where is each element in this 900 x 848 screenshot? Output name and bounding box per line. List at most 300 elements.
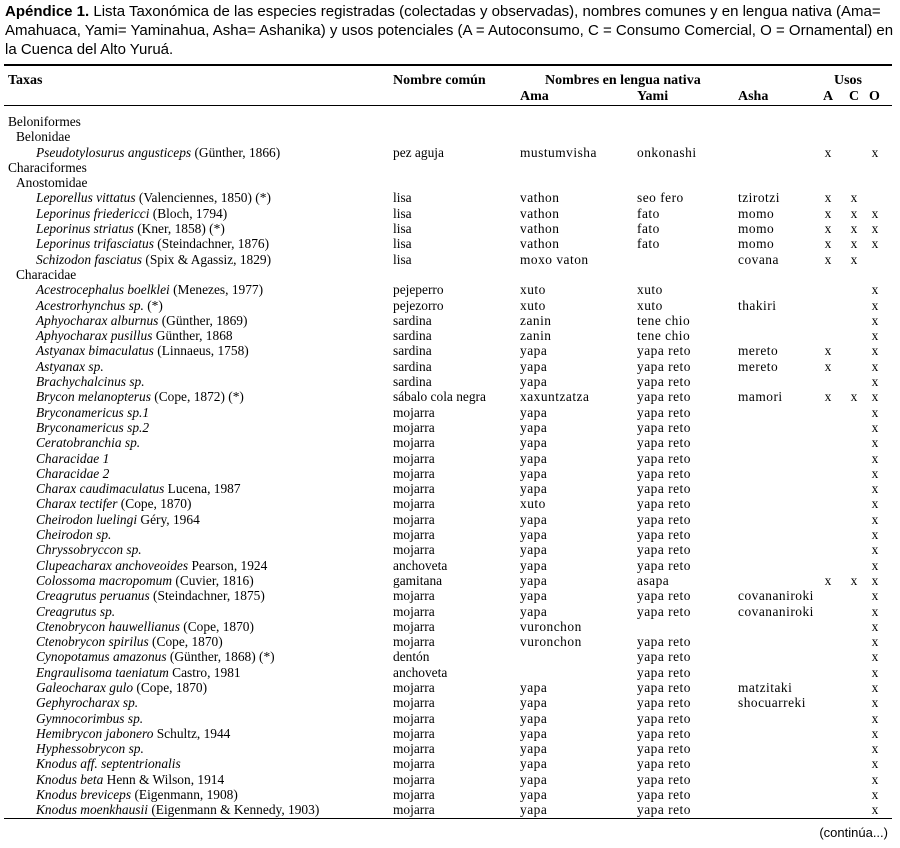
group-name: Belonidae — [16, 129, 71, 145]
use-o-cell: x — [871, 664, 879, 680]
yami-name-cell: yapa reto — [637, 374, 691, 390]
common-name-cell: mojarra — [393, 695, 435, 711]
species-authority: (Cope, 1870) — [179, 618, 254, 634]
asha-name-cell: momo — [738, 236, 775, 252]
species-name: Bryconamericus sp.2 — [36, 419, 150, 435]
use-o-cell: x — [871, 511, 879, 527]
table-row — [0, 772, 900, 787]
table-row — [0, 680, 900, 695]
species-authority: Castro, 1981 — [168, 664, 241, 680]
species-name: Knodus breviceps — [36, 787, 132, 803]
ama-name-cell: vathon — [520, 221, 560, 237]
taxon-cell — [36, 451, 109, 466]
use-o-cell: x — [871, 572, 879, 588]
use-o-cell: x — [871, 450, 879, 466]
species-name: Hemibrycon jabonero — [36, 725, 154, 741]
taxon-cell — [36, 756, 181, 771]
yami-name-cell: yapa reto — [637, 634, 691, 650]
taxon-cell — [36, 282, 263, 297]
asha-name-cell: covana — [738, 251, 779, 267]
continues-note: (continúa...) — [819, 825, 888, 840]
yami-name-cell: yapa reto — [637, 603, 691, 619]
use-o-cell: x — [871, 435, 879, 451]
common-name-cell: mojarra — [393, 542, 435, 558]
species-authority: Géry, 1964 — [137, 511, 200, 527]
taxon-cell — [36, 343, 249, 358]
yami-name-cell: yapa reto — [637, 802, 691, 818]
ama-name-cell: yapa — [520, 557, 548, 573]
use-o-cell: x — [871, 144, 879, 160]
use-a-cell: x — [824, 236, 832, 252]
use-o-cell: x — [871, 695, 879, 711]
common-name-cell: mojarra — [393, 725, 435, 741]
species-name: Cheirodon luelingi — [36, 511, 138, 527]
yami-name-cell: tene chio — [637, 328, 691, 344]
taxon-group-row — [0, 114, 900, 129]
species-name: Pseudotylosurus angusticeps — [36, 144, 192, 160]
asha-name-cell: mereto — [738, 343, 779, 359]
species-authority: (Günther, 1868) (*) — [166, 649, 275, 665]
table-row — [0, 252, 900, 267]
species-authority: (Cuvier, 1816) — [172, 572, 254, 588]
ama-name-cell: yapa — [520, 588, 548, 604]
common-name-cell: gamitana — [393, 572, 443, 588]
ama-name-cell: xuto — [520, 282, 546, 298]
use-o-cell: x — [871, 771, 879, 787]
top-rule — [4, 64, 892, 66]
species-authority: (Steindachner, 1875) — [149, 588, 265, 604]
species-name: Galeocharax gulo — [36, 679, 134, 695]
common-name-cell: mojarra — [393, 588, 435, 604]
species-name: Bryconamericus sp.1 — [36, 404, 150, 420]
header-common-name: Nombre común — [393, 73, 486, 88]
species-authority: Pearson, 1924 — [188, 557, 268, 573]
ama-name-cell: vathon — [520, 205, 560, 221]
taxon-cell — [36, 711, 143, 726]
asha-name-cell: shocuarreki — [738, 695, 806, 711]
common-name-cell: pejezorro — [393, 297, 444, 313]
ama-name-cell: vathon — [520, 190, 560, 206]
taxon-cell — [36, 604, 115, 619]
taxon-cell — [36, 726, 230, 741]
use-c-cell: x — [850, 389, 858, 405]
table-row — [0, 665, 900, 680]
yami-name-cell: yapa reto — [637, 435, 691, 451]
ama-name-cell: zanin — [520, 328, 552, 344]
table-row — [0, 558, 900, 573]
ama-name-cell: moxo vaton — [520, 251, 589, 267]
species-name: Knodus moenkhausii — [36, 802, 148, 818]
table-row — [0, 221, 900, 236]
common-name-cell: pez aguja — [393, 144, 444, 160]
table-row — [0, 726, 900, 741]
taxon-cell — [36, 741, 144, 756]
species-name: Acestrorhynchus sp. — [36, 297, 144, 313]
taxon-cell — [36, 665, 241, 680]
common-name-cell: sardina — [393, 312, 432, 328]
species-name: Leporinus trifasciatus — [36, 236, 154, 252]
taxon-cell — [36, 190, 271, 205]
asha-name-cell: momo — [738, 205, 775, 221]
yami-name-cell: yapa reto — [637, 741, 691, 757]
use-o-cell: x — [871, 756, 879, 772]
yami-name-cell: onkonashi — [637, 144, 697, 160]
ama-name-cell: yapa — [520, 481, 548, 497]
taxon-cell — [16, 267, 76, 282]
table-row — [0, 649, 900, 664]
common-name-cell: lisa — [393, 205, 412, 221]
table-row — [0, 190, 900, 205]
common-name-cell: anchoveta — [393, 557, 448, 573]
species-name: Knodus aff. septentrionalis — [36, 756, 181, 772]
table-row — [0, 695, 900, 710]
common-name-cell: mojarra — [393, 435, 435, 451]
table-row — [0, 359, 900, 374]
table-row — [0, 588, 900, 603]
use-a-cell: x — [824, 205, 832, 221]
ama-name-cell: zanin — [520, 312, 552, 328]
yami-name-cell: yapa reto — [637, 527, 691, 543]
yami-name-cell: yapa reto — [637, 695, 691, 711]
taxon-cell — [36, 313, 247, 328]
common-name-cell: sardina — [393, 328, 432, 344]
table-row — [0, 604, 900, 619]
common-name-cell: lisa — [393, 251, 412, 267]
use-o-cell: x — [871, 419, 879, 435]
use-c-cell: x — [850, 251, 858, 267]
use-o-cell: x — [871, 205, 879, 221]
species-name: Acestrocephalus boelklei — [36, 282, 170, 298]
yami-name-cell: xuto — [637, 282, 663, 298]
table-row — [0, 405, 900, 420]
table-caption — [5, 2, 897, 59]
yami-name-cell: yapa reto — [637, 481, 691, 497]
ama-name-cell: xaxuntzatza — [520, 389, 590, 405]
header-usos: Usos — [834, 73, 863, 88]
table-body — [0, 114, 900, 818]
yami-name-cell: yapa reto — [637, 542, 691, 558]
use-o-cell: x — [871, 802, 879, 818]
taxon-cell — [36, 298, 163, 313]
ama-name-cell: yapa — [520, 358, 548, 374]
common-name-cell: sardina — [393, 343, 432, 359]
common-name-cell: lisa — [393, 190, 412, 206]
species-name: Schizodon fasciatus — [36, 251, 143, 267]
taxon-group-row — [0, 160, 900, 175]
ama-name-cell: yapa — [520, 435, 548, 451]
yami-name-cell: asapa — [637, 572, 670, 588]
use-o-cell: x — [871, 297, 879, 313]
common-name-cell: mojarra — [393, 802, 435, 818]
taxon-cell — [36, 481, 241, 496]
common-name-cell: mojarra — [393, 679, 435, 695]
common-name-cell: mojarra — [393, 771, 435, 787]
taxon-cell — [36, 512, 200, 527]
ama-name-cell: vuronchon — [520, 618, 582, 634]
common-name-cell: dentón — [393, 649, 430, 665]
species-name: Leporellus vittatus — [36, 190, 136, 206]
ama-name-cell: yapa — [520, 787, 548, 803]
common-name-cell: sardina — [393, 374, 432, 390]
caption-text: Lista Taxonómica de las especies registradas (colectadas y observadas), nombres comunes y en lengua nativa (Ama= Amahuaca, Yami= Yaminahua, Asha= Ashanika) y usos potenciales (A = Autoconsumo, C = Consumo Comercial, O = Ornamental) en la Cuenca del Alto Yuruá. — [5, 3, 894, 58]
species-name: Gymnocorimbus sp. — [36, 710, 144, 726]
yami-name-cell: yapa reto — [637, 404, 691, 420]
header-asha: Asha — [738, 89, 769, 104]
taxon-cell — [36, 573, 254, 588]
ama-name-cell: yapa — [520, 527, 548, 543]
taxon-cell — [36, 619, 254, 634]
use-o-cell: x — [871, 496, 879, 512]
common-name-cell: mojarra — [393, 787, 435, 803]
taxon-cell — [36, 236, 269, 251]
use-o-cell: x — [871, 358, 879, 374]
common-name-cell: mojarra — [393, 634, 435, 650]
yami-name-cell: yapa reto — [637, 588, 691, 604]
table-row — [0, 527, 900, 542]
taxon-cell — [8, 114, 81, 129]
use-o-cell: x — [871, 710, 879, 726]
taxon-cell — [16, 129, 70, 144]
species-name: Ceratobranchia sp. — [36, 435, 141, 451]
species-authority: (Menezes, 1977) — [169, 282, 264, 298]
yami-name-cell: yapa reto — [637, 496, 691, 512]
ama-name-cell: vathon — [520, 236, 560, 252]
use-o-cell: x — [871, 328, 879, 344]
yami-name-cell: yapa reto — [637, 787, 691, 803]
species-authority: (Cope, 1870) — [148, 634, 223, 650]
taxon-cell — [36, 206, 227, 221]
ama-name-cell: yapa — [520, 679, 548, 695]
yami-name-cell: tene chio — [637, 312, 691, 328]
asha-name-cell: tzirotzi — [738, 190, 780, 206]
species-authority: (Valenciennes, 1850) (*) — [135, 190, 271, 206]
taxon-cell — [36, 496, 191, 511]
use-a-cell: x — [824, 144, 832, 160]
use-o-cell: x — [871, 481, 879, 497]
use-o-cell: x — [871, 787, 879, 803]
asha-name-cell: mamori — [738, 389, 783, 405]
species-name: Knodus beta — [36, 771, 104, 787]
species-name: Hyphessobrycon sp. — [36, 741, 144, 757]
table-row — [0, 451, 900, 466]
ama-name-cell: yapa — [520, 695, 548, 711]
common-name-cell: mojarra — [393, 511, 435, 527]
table-row — [0, 145, 900, 160]
yami-name-cell: yapa reto — [637, 771, 691, 787]
use-o-cell: x — [871, 741, 879, 757]
use-o-cell: x — [871, 557, 879, 573]
table-row — [0, 542, 900, 557]
use-o-cell: x — [871, 343, 879, 359]
common-name-cell: mojarra — [393, 450, 435, 466]
taxon-cell — [36, 435, 140, 450]
bottom-rule — [4, 818, 892, 819]
yami-name-cell: fato — [637, 221, 660, 237]
ama-name-cell: yapa — [520, 511, 548, 527]
yami-name-cell: yapa reto — [637, 649, 691, 665]
table-row — [0, 435, 900, 450]
use-a-cell: x — [824, 343, 832, 359]
ama-name-cell: yapa — [520, 343, 548, 359]
species-name: Clupeacharax anchoveoides — [36, 557, 189, 573]
use-o-cell: x — [871, 588, 879, 604]
species-name: Chryssobryccon sp. — [36, 542, 142, 558]
table-row — [0, 206, 900, 221]
common-name-cell: mojarra — [393, 496, 435, 512]
species-name: Brachychalcinus sp. — [36, 374, 145, 390]
taxon-cell — [36, 405, 149, 420]
common-name-cell: mojarra — [393, 756, 435, 772]
taxon-cell — [36, 145, 280, 160]
yami-name-cell: yapa reto — [637, 419, 691, 435]
taxon-cell — [36, 787, 238, 802]
species-name: Aphyocharax alburnus — [36, 312, 159, 328]
use-o-cell: x — [871, 312, 879, 328]
taxon-cell — [36, 328, 233, 343]
species-name: Brycon melanopterus — [36, 389, 151, 405]
use-a-cell: x — [824, 190, 832, 206]
species-name: Leporinus striatus — [36, 221, 134, 237]
species-authority: (Cope, 1870) — [117, 496, 192, 512]
yami-name-cell: yapa reto — [637, 756, 691, 772]
table-row — [0, 420, 900, 435]
species-authority: (Bloch, 1794) — [149, 205, 228, 221]
table-row — [0, 236, 900, 251]
use-o-cell: x — [871, 679, 879, 695]
use-c-cell: x — [850, 236, 858, 252]
use-c-cell: x — [850, 205, 858, 221]
group-name: Anostomidae — [16, 175, 88, 191]
taxon-cell — [36, 558, 267, 573]
yami-name-cell: xuto — [637, 297, 663, 313]
header-use-c: C — [849, 89, 860, 104]
ama-name-cell: yapa — [520, 725, 548, 741]
species-authority: (Cope, 1870) — [133, 679, 208, 695]
species-authority: (Eigenmann & Kennedy, 1903) — [147, 802, 320, 818]
taxon-cell — [16, 175, 87, 190]
ama-name-cell: mustumvisha — [520, 144, 597, 160]
asha-name-cell: momo — [738, 221, 775, 237]
use-o-cell: x — [871, 527, 879, 543]
ama-name-cell: yapa — [520, 374, 548, 390]
taxon-cell — [36, 802, 319, 817]
table-row — [0, 282, 900, 297]
table-row — [0, 711, 900, 726]
species-name: Characidae 1 — [36, 450, 110, 466]
species-name: Astyanax bimaculatus — [36, 343, 154, 359]
yami-name-cell: yapa reto — [637, 725, 691, 741]
use-a-cell: x — [824, 389, 832, 405]
taxon-cell — [36, 420, 149, 435]
common-name-cell: mojarra — [393, 710, 435, 726]
species-name: Cheirodon sp. — [36, 527, 112, 543]
yami-name-cell: yapa reto — [637, 710, 691, 726]
group-name: Beloniformes — [8, 114, 81, 129]
header-ama: Ama — [520, 89, 549, 104]
use-o-cell: x — [871, 374, 879, 390]
ama-name-cell: yapa — [520, 465, 548, 481]
table-row — [0, 374, 900, 389]
yami-name-cell: yapa reto — [637, 679, 691, 695]
table-row — [0, 496, 900, 511]
common-name-cell: mojarra — [393, 465, 435, 481]
ama-name-cell: yapa — [520, 710, 548, 726]
table-row — [0, 343, 900, 358]
common-name-cell: mojarra — [393, 404, 435, 420]
common-name-cell: mojarra — [393, 741, 435, 757]
table-row — [0, 481, 900, 496]
table-row — [0, 389, 900, 404]
caption-label: Apéndice 1. — [5, 3, 90, 20]
ama-name-cell: yapa — [520, 419, 548, 435]
use-o-cell: x — [871, 389, 879, 405]
species-name: Creagrutus sp. — [36, 603, 116, 619]
ama-name-cell: yapa — [520, 771, 548, 787]
ama-name-cell: yapa — [520, 603, 548, 619]
taxon-cell — [36, 252, 271, 267]
taxon-cell — [36, 359, 104, 374]
yami-name-cell: seo fero — [637, 190, 684, 206]
taxon-group-row — [0, 129, 900, 144]
species-authority: Henn & Wilson, 1914 — [103, 771, 225, 787]
taxon-cell — [36, 389, 244, 404]
taxon-cell — [36, 634, 223, 649]
species-authority: (Linnaeus, 1758) — [153, 343, 249, 359]
common-name-cell: pejeperro — [393, 282, 444, 298]
common-name-cell: sardina — [393, 358, 432, 374]
use-c-cell: x — [850, 572, 858, 588]
group-name: Characiformes — [8, 159, 87, 175]
yami-name-cell: yapa reto — [637, 450, 691, 466]
ama-name-cell: yapa — [520, 450, 548, 466]
use-o-cell: x — [871, 282, 879, 298]
taxon-cell — [36, 527, 111, 542]
table-row — [0, 741, 900, 756]
species-name: Leporinus friedericci — [36, 205, 150, 221]
use-c-cell: x — [850, 190, 858, 206]
use-o-cell: x — [871, 542, 879, 558]
taxon-cell — [36, 374, 145, 389]
species-name: Charax caudimaculatus — [36, 481, 165, 497]
yami-name-cell: fato — [637, 205, 660, 221]
asha-name-cell: thakiri — [738, 297, 777, 313]
common-name-cell: mojarra — [393, 618, 435, 634]
species-name: Cynopotamus amazonus — [36, 649, 167, 665]
asha-name-cell: mereto — [738, 358, 779, 374]
species-name: Colossoma macropomum — [36, 572, 173, 588]
taxon-group-row — [0, 267, 900, 282]
taxon-cell — [36, 466, 109, 481]
species-name: Astyanax sp. — [36, 358, 104, 374]
header-yami: Yami — [637, 89, 669, 104]
table-row — [0, 573, 900, 588]
yami-name-cell: yapa reto — [637, 664, 691, 680]
taxon-group-row — [0, 175, 900, 190]
use-a-cell: x — [824, 572, 832, 588]
species-name: Characidae 2 — [36, 465, 110, 481]
table-row — [0, 466, 900, 481]
species-authority: (*) — [143, 297, 163, 313]
common-name-cell: lisa — [393, 221, 412, 237]
use-o-cell: x — [871, 649, 879, 665]
header-use-o: O — [869, 89, 880, 104]
taxon-cell — [36, 588, 265, 603]
yami-name-cell: fato — [637, 236, 660, 252]
species-name: Creagrutus peruanus — [36, 588, 150, 604]
table-row — [0, 634, 900, 649]
header-native-names: Nombres en lengua nativa — [545, 73, 701, 88]
asha-name-cell: covananiroki — [738, 588, 814, 604]
